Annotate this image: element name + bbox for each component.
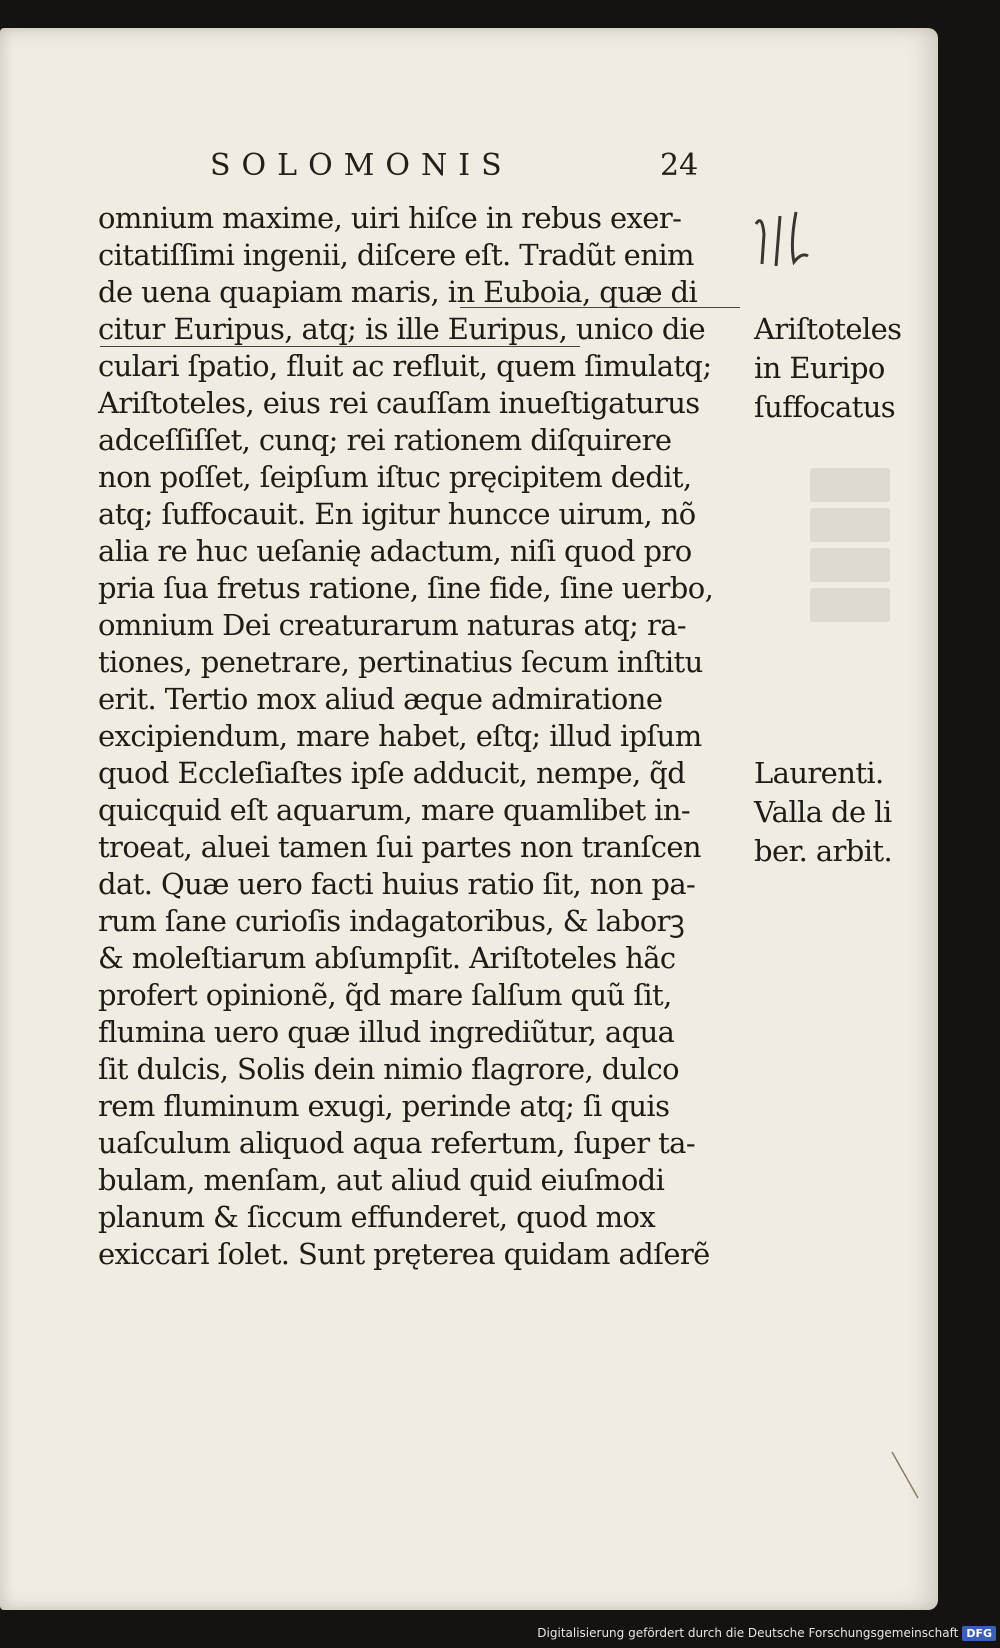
text-line: flumina uero quæ illud ingrediũtur, aqua [98,1015,675,1049]
dfg-logo: DFG [962,1626,996,1641]
text-line: troeat, aluei tamen ſui partes non tranſcen [98,830,701,864]
main-text-block [98,200,738,1273]
text-line: & moleſtiarum abſumpſit. Ariſtoteles hãc [98,941,676,975]
text-line: rem fluminum exugi, perinde atq; ſi quis [98,1089,670,1123]
text-line: quicquid eſt aquarum, mare quamlibet in- [98,793,691,827]
marginal-note-line: ber. arbit. [754,834,893,868]
marginal-note-line: in Euripo [754,351,885,385]
marginal-note-line: ſuffocatus [754,390,896,424]
running-title: SOLOMONIS [210,148,513,183]
text-line: planum & ſiccum effunderet, quod mox [98,1200,656,1234]
book-page [0,28,938,1610]
text-line: non poſſet, ſeipſum iſtuc pręcipitem dedit, [98,460,692,494]
text-line: erit. Tertio mox aliud æque admiratione [98,682,663,716]
paper-crease-mark [888,1448,928,1508]
text-line: omnium Dei creaturarum naturas atq; ra- [98,608,687,642]
handwritten-mark-icon [750,204,820,284]
text-line: citatiſſimi ingenii, diſcere eſt. Tradũt enim [98,238,694,272]
digitization-credit [537,1622,996,1644]
text-line: de uena quapiam maris, in Euboia, quæ di [98,275,698,309]
text-line: excipiendum, mare habet, eſtq; illud ipſum [98,719,702,753]
text-line: ſit dulcis, Solis dein nimio flagrore, dulco [98,1052,679,1086]
text-line: atq; ſuffocauit. En igitur huncce uirum, nõ [98,497,696,531]
page-number: 24 [660,148,699,183]
text-line: alia re huc ueſanię adactum, niſi quod pro [98,534,692,568]
marginal-note-aristotle [754,310,930,427]
marginal-note-valla [754,754,930,871]
text-line: tiones, penetrare, pertinatius ſecum inſtitu [98,645,703,679]
text-line: Ariſtoteles, eius rei cauſſam inueſtigaturus [98,386,700,420]
text-line: profert opinionẽ, q̃d mare ſalſum quũ ſit, [98,978,672,1012]
text-line: rum ſane curioſis indagatoribus, & laborꝫ [98,904,685,938]
text-line: exiccari ſolet. Sunt pręterea quidam adſerẽ [98,1237,710,1271]
credit-text: Digitalisierung gefördert durch die Deutsche Forschungsgemeinschaft [537,1626,959,1640]
show-through-text [810,468,890,668]
marginal-note-line: Valla de li [754,795,892,829]
text-line: quod Eccleſiaſtes ipſe adducit, nempe, q̃d [98,756,686,790]
text-line: adceſſiſſet, cunq; rei rationem diſquirere [98,423,672,457]
text-line: bulam, menſam, aut aliud quid eiuſmodi [98,1163,665,1197]
text-line: pria ſua fretus ratione, ſine fide, ſine uerbo, [98,571,714,605]
marginal-note-line: Laurenti. [754,756,884,790]
text-line: uaſculum aliquod aqua refertum, ſuper ta- [98,1126,696,1160]
text-line: culari ſpatio, fluit ac refluit, quem ſimulatq; [98,349,712,383]
text-line: citur Euripus, atq; is ille Euripus, unico die [98,312,706,346]
text-line: dat. Quæ uero facti huius ratio ſit, non pa- [98,867,696,901]
marginal-note-line: Ariſtoteles [754,312,902,346]
text-line: omnium maxime, uiri hiſce in rebus exer- [98,201,682,235]
